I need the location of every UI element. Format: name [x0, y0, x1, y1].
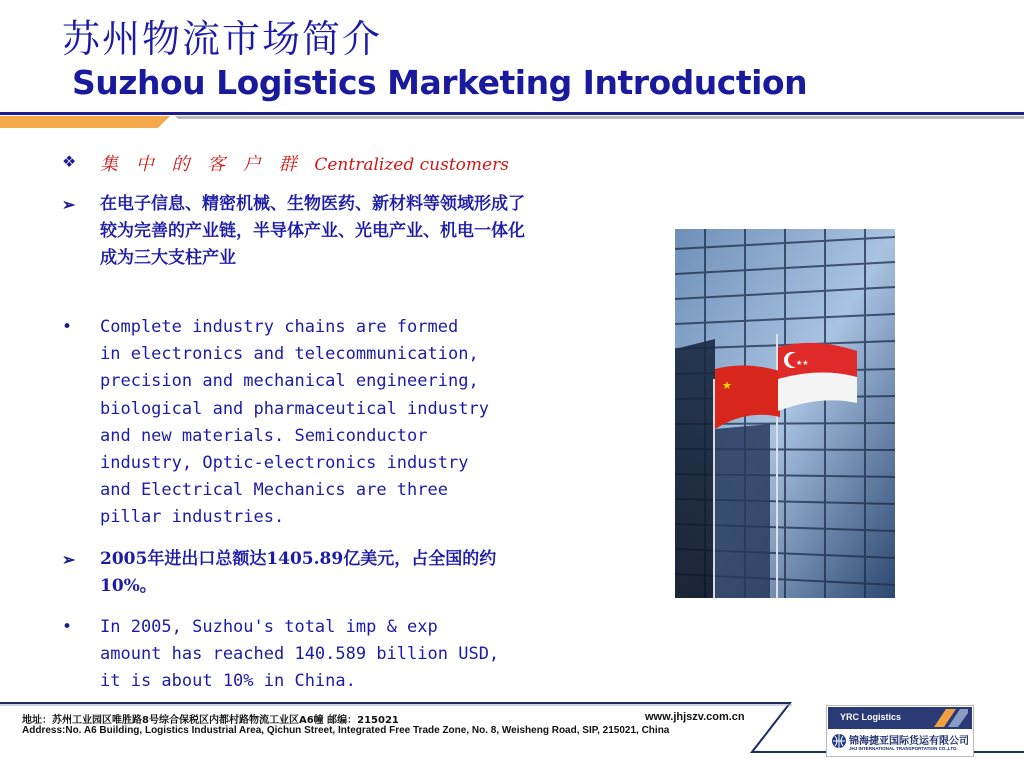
header-rule [0, 112, 1024, 115]
bullet-heading-en: Centralized customers [314, 155, 509, 175]
bullet-heading-cn: 集 中 的 客 户 群 [100, 154, 315, 175]
logo-brand-name: YRC Logistics [840, 712, 902, 722]
svg-text:★★: ★★ [796, 359, 809, 367]
globe-icon [831, 733, 847, 749]
footer-address-en: Address:No. A6 Building, Logistics Industrial Area, Qichun Street, Integrated Free Trade Zone, No. 8, Weisheng Road, SIP, 215021, China [22, 725, 670, 736]
bullet-text: Complete industry chains are formed in electronics and telecommunication, precision and mechanical engineering, biological and pharmaceutical industry and new materials. Semiconductor industry, Optic-electronics industry and Electrical Mechanics are three pillar industries. [100, 317, 489, 528]
arrow-bullet-icon: ➢ [62, 195, 76, 214]
bullet-text: In 2005, Suzhou's total imp & exp amount has reached 140.589 billion USD, it is about 10% in China. [100, 617, 500, 692]
page-title-chinese: 苏州物流市场简介 [62, 17, 383, 61]
dot-bullet-icon: • [62, 617, 73, 637]
bullet-centralized-customers [62, 150, 555, 176]
arrow-bullet-icon: ➢ [62, 550, 76, 569]
logo-banner [828, 707, 972, 729]
header-orange-band [0, 116, 1024, 128]
bullet-industry-chains-en [62, 314, 555, 532]
diamond-bullet-icon: ❖ [62, 152, 77, 171]
logo-stripe-icon [928, 709, 968, 727]
bullet-industry-chains-cn [62, 191, 540, 272]
flags-building-photo [675, 229, 895, 598]
bullet-trade-volume-cn [62, 546, 550, 600]
page-title-english: Suzhou Logistics Marketing Introduction [72, 63, 808, 102]
bullet-text: 2005年进出口总额达1405.89亿美元，占全国的约10%。 [100, 549, 497, 596]
bullet-text: 在电子信息、精密机械、生物医药、新材料等领域形成了较为完善的产业链，半导体产业、光电产业、机电一体化成为三大支柱产业 [100, 194, 525, 268]
dot-bullet-icon: • [62, 317, 73, 337]
footer-address-cn: 地址：苏州工业园区唯胜路8号综合保税区内都村路物流工业区A6幢 邮编：215021 [22, 715, 399, 726]
logo-company-en: JHJ INTERNATIONAL TRANSPORTATION CO.,LTD. [849, 746, 958, 751]
bullet-trade-volume-en [62, 614, 570, 696]
logo-company-cn: 锦海捷亚国际货运有限公司 [849, 736, 969, 747]
footer-website-link[interactable]: www.jhjszv.com.cn [645, 711, 745, 723]
svg-text:★: ★ [722, 379, 732, 392]
company-logo [826, 705, 974, 757]
